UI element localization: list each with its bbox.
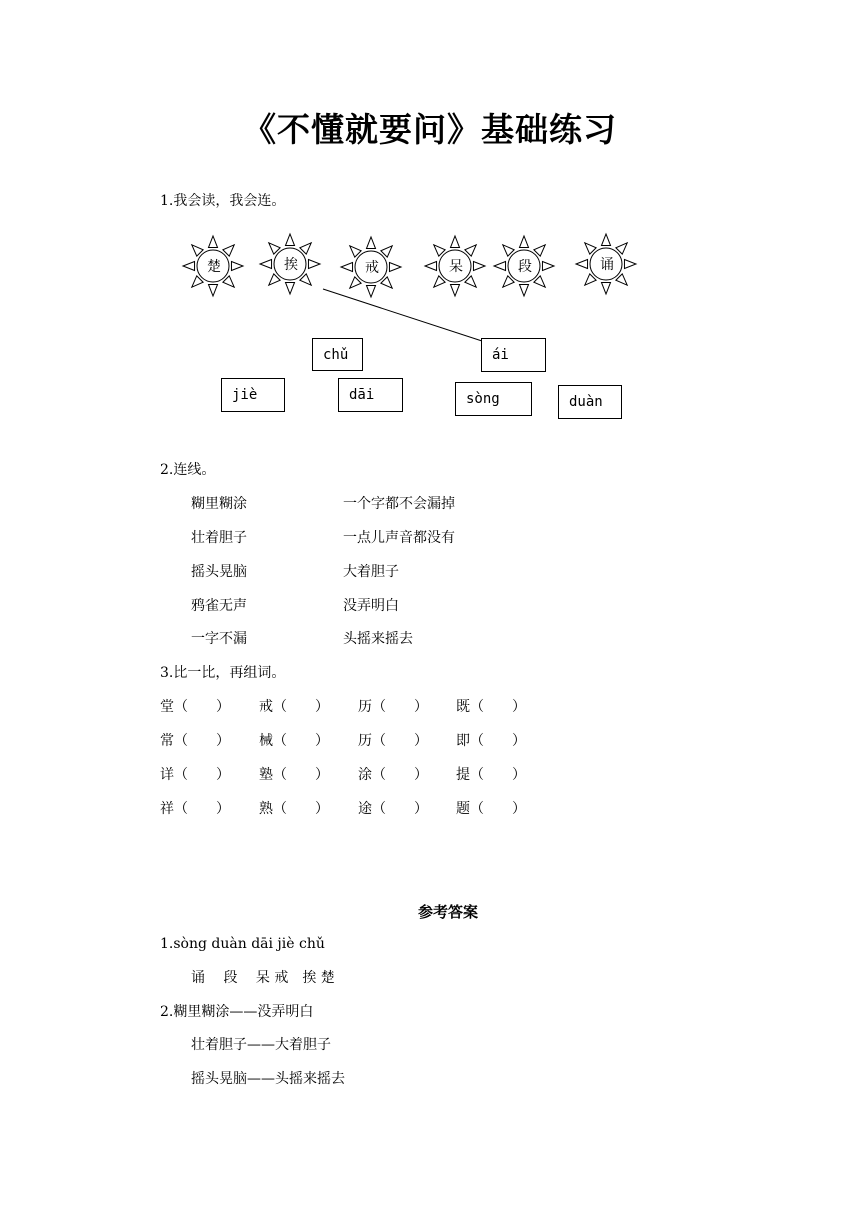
match-right-item: 一个字都不会漏掉 <box>343 496 455 512</box>
question-3-heading: 3.比一比，再组词。 <box>160 665 286 681</box>
word-group-cell: 械（ ） <box>259 733 329 749</box>
sun-character: 戒 <box>365 260 379 276</box>
word-group-cell: 题（ ） <box>456 801 526 817</box>
word-group-cell: 途（ ） <box>358 801 428 817</box>
pinyin-box: sòng <box>455 382 532 416</box>
word-group-cell: 详（ ） <box>160 767 230 783</box>
word-group-cell: 历（ ） <box>358 699 428 715</box>
word-group-cell: 祥（ ） <box>160 801 230 817</box>
answer-2-line: 摇头晃脑——头摇来摇去 <box>191 1071 345 1087</box>
word-group-cell: 涂（ ） <box>358 767 428 783</box>
sun-character: 楚 <box>207 259 221 275</box>
sun-character: 诵 <box>600 257 614 273</box>
match-right-item: 头摇来摇去 <box>343 631 413 647</box>
pinyin-box: dāi <box>338 378 403 412</box>
answer-2-line: 壮着胆子——大着胆子 <box>191 1037 331 1053</box>
pinyin-box: chǔ <box>312 338 363 371</box>
pinyin-box: duàn <box>558 385 622 419</box>
word-group-cell: 即（ ） <box>456 733 526 749</box>
match-left-item: 壮着胆子 <box>191 530 247 546</box>
word-group-cell: 提（ ） <box>456 767 526 783</box>
word-group-cell: 历（ ） <box>358 733 428 749</box>
sun-character: 挨 <box>284 257 298 273</box>
pinyin-box: jiè <box>221 378 285 412</box>
match-right-item: 没弄明白 <box>343 598 399 614</box>
answer-2-line: 2.糊里糊涂——没弄明白 <box>160 1004 314 1020</box>
word-group-cell: 堂（ ） <box>160 699 230 715</box>
pinyin-box: ái <box>481 338 546 372</box>
word-group-cell: 戒（ ） <box>259 699 329 715</box>
match-left-item: 鸦雀无声 <box>191 598 247 614</box>
question-1-heading: 1.我会读，我会连。 <box>160 193 286 209</box>
word-group-cell: 塾（ ） <box>259 767 329 783</box>
word-group-cell: 既（ ） <box>456 699 526 715</box>
match-left-item: 摇头晃脑 <box>191 564 247 580</box>
match-left-item: 糊里糊涂 <box>191 496 247 512</box>
sun-character: 呆 <box>449 259 463 275</box>
answer-1-characters: 诵 段 呆 戒 挨 楚 <box>191 970 335 986</box>
sun-character: 段 <box>518 259 532 275</box>
match-right-item: 大着胆子 <box>343 564 399 580</box>
match-right-item: 一点儿声音都没有 <box>343 530 455 546</box>
word-group-cell: 常（ ） <box>160 733 230 749</box>
page-title: 《不懂就要问》基础练习 <box>243 110 617 149</box>
question-2-heading: 2.连线。 <box>160 462 216 478</box>
connecting-line <box>0 0 860 420</box>
answers-heading: 参考答案 <box>417 903 478 921</box>
word-group-cell: 熟（ ） <box>259 801 329 817</box>
answer-1-pinyin: 1.sòng duàn dāi jiè chǔ <box>160 936 325 952</box>
match-left-item: 一字不漏 <box>191 631 247 647</box>
